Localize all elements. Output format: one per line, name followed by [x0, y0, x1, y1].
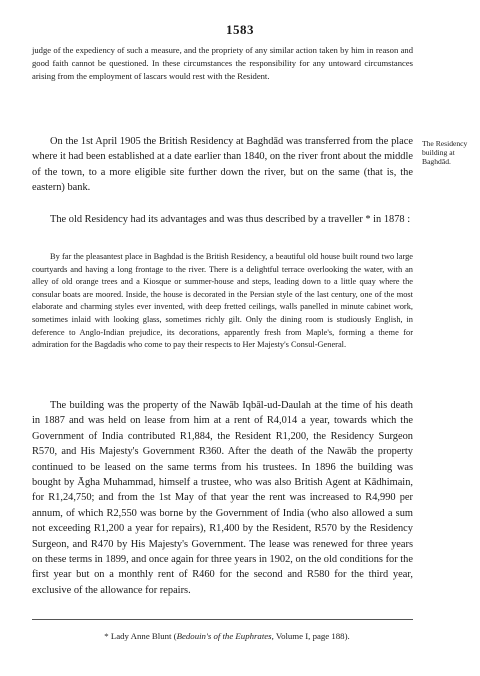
footnote: * Lady Anne Blunt (Bedouin's of the Euphrates, Volume I, page 188).	[104, 631, 350, 641]
page-number: 1583	[226, 22, 254, 37]
margin-note: The Residency building at Baghdād.	[422, 139, 468, 166]
property-paragraph: The building was the property of the Nawāb Iqbāl-ud-Daulah at the time of his death in 1887 and was held on lease from him at a rent of R4,014 a year, towards which the Government of India contributed R1,884, the Resident R1,200, the Residency Surgeon R570, and His Majesty's Government R360. After the death of the Nawāb the property continued to be leased on the same terms from his trustees. In 1896 the building was bought by Āgha Muhammad, himself a trustee, who was also British Agent at Kādhimain, for R1,24,750; and from the 1st May of that year the rent was increased to R4,990 per annum, of which R2,550 was borne by the Government of India (who also allowed a sum not exceeding R1,200 a year for repairs), R1,400 by the Resident, R570 by the Residency Surgeon, and R470 by His Majesty's Government. The lease was renewed for three years on these terms in 1899, and once again for three years in 1902, on the old conditions for the first year but on a monthly rent of R460 for the second and R580 for the third year, exclusive of the allowance for repairs.	[32, 400, 413, 596]
traveller-quotation: By far the pleasantest place in Baghdad is the British Residency, a beautiful old house built round two large courtyards and having a long frontage to the river. There is a delightful terrace overlooking the water, with an alley of old orange trees and a Kiosque or summer-house and steps, leading down to a little quay where the consular boats are moored. Inside, the house is decorated in the Persian style of the last century, one of the most elaborate and charming styles ever invented, with deep fretted ceilings, walls panelled in minute cabinet work, sometimes inlaid with looking glass, sometimes richly gilt. Only the dining room is studiously English, in deference to Anglo-Indian prejudice, its decorations, apparently fresh from Maple's, forming a theme for admiration for the Bagdadis who come to pay their respects to Her Majesty's Consul-General.	[32, 252, 413, 350]
opening-paragraph: judge of the expediency of such a measure, and the propriety of any similar action taken by him in reason and good faith cannot be questioned. In these circumstances the responsibility for any untoward circumstances arising from the employment of lascars would rest with the Resident.	[32, 45, 413, 81]
description-intro: The old Residency had its advantages and was thus described by a traveller * in 1878 :	[50, 214, 411, 225]
footnote-marker: *	[104, 631, 109, 641]
residency-paragraph: On the 1st April 1905 the British Residency at Baghdād was transferred from the place where it had been established at a date earlier than 1840, on the river front about the middle of the town, to a more eligible site further down the river, but on the same (that is, the eastern) bank.	[32, 136, 413, 194]
footnote-rule	[32, 619, 413, 620]
footnote-author: Lady Anne Blunt	[110, 631, 172, 641]
footnote-location: , Volume I, page 188).	[271, 631, 350, 641]
footnote-work-title: Bedouin's of the Euphrates	[176, 631, 272, 641]
